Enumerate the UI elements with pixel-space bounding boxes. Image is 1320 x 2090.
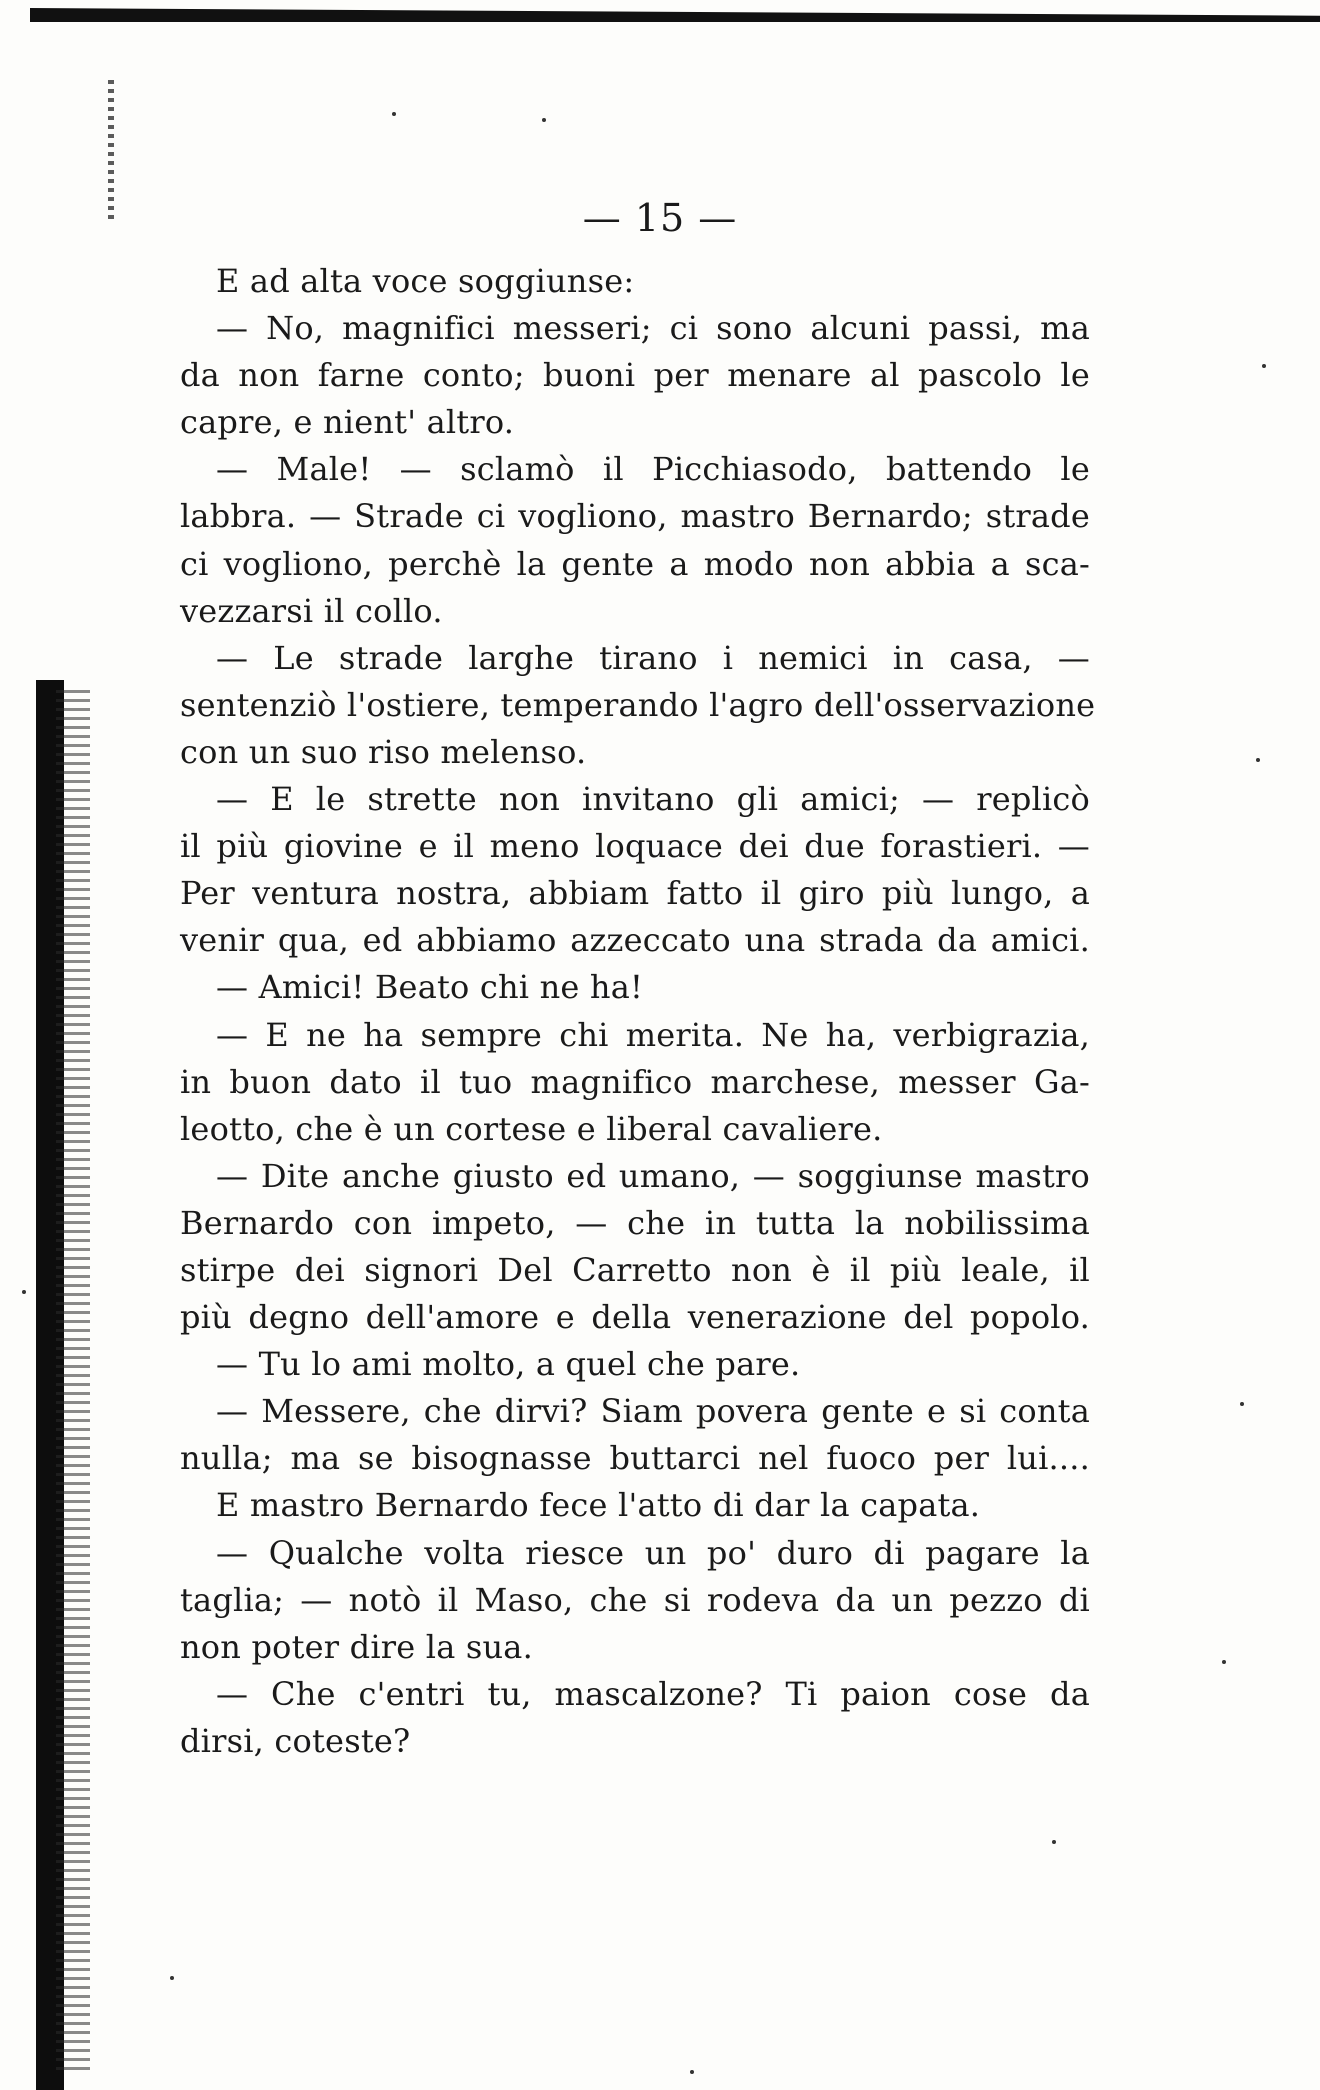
text-line: — Dite anche giusto ed umano, — soggiunse mastro [216,1156,1090,1195]
body-text [180,258,1096,1765]
text-line: — Amici! Beato chi ne ha! [216,968,644,1007]
page-number: — 15 — [582,196,738,240]
scan-speck [1222,1660,1226,1664]
text-line: più degno dell'amore e della venerazione del popolo. [180,1298,1090,1337]
scan-speck [690,2070,694,2074]
text-line: Bernardo con impeto, — che in tutta la nobilissima [180,1203,1090,1242]
text-line: vezzarsi il collo. [180,591,443,630]
scan-speck [170,1976,174,1980]
scan-speck [542,118,546,122]
text-line: in buon dato il tuo magnifico marchese, messer Ga- [180,1062,1090,1101]
scan-binding-edge [56,690,90,2070]
text-line: non poter dire la sua. [180,1627,533,1666]
text-line: — No, magnifici messeri; ci sono alcuni passi, ma [216,309,1090,348]
text-line: ci vogliono, perchè la gente a modo non abbia a sca- [180,544,1090,583]
text-line: — Che c'entri tu, mascalzone? Ti paion cose da [216,1674,1090,1713]
text-line: E mastro Bernardo fece l'atto di dar la capata. [216,1486,981,1525]
text-line: stirpe dei signori Del Carretto non è il più leale, il [180,1250,1090,1289]
scan-speck [1240,1402,1244,1406]
scan-speck [1052,1840,1056,1844]
text-line: Per ventura nostra, abbiam fatto il giro più lungo, a [180,874,1090,913]
text-line: taglia; — notò il Maso, che si rodeva da un pezzo di [180,1580,1090,1619]
text-line: — E le strette non invitano gli amici; — replicò [216,780,1090,819]
scan-top-edge [30,8,1320,22]
text-line: leotto, che è un cortese e liberal cavaliere. [180,1109,883,1148]
text-line: — Le strade larghe tirano i nemici in casa, — [216,638,1090,677]
text-line: venir qua, ed abbiamo azzeccato una strada da amici. [180,921,1090,960]
text-line: labbra. — Strade ci vogliono, mastro Bernardo; strade [180,497,1090,536]
text-line: — E ne ha sempre chi merita. Ne ha, verbigrazia, [216,1015,1090,1054]
scan-speck [1256,758,1260,762]
text-line: — Qualche volta riesce un po' duro di pagare la [216,1533,1090,1572]
scan-speck [1262,364,1266,368]
scan-speck [22,1290,26,1294]
text-line: — Messere, che dirvi? Siam povera gente e si conta [216,1392,1090,1431]
text-line: nulla; ma se bisognasse buttarci nel fuoco per lui.... [180,1439,1090,1478]
text-line: da non farne conto; buoni per menare al pascolo le [180,356,1090,395]
text-line: E ad alta voce soggiunse: [216,262,635,300]
text-line: il più giovine e il meno loquace dei due forastieri. — [180,827,1090,866]
text-line: — Tu lo ami molto, a quel che pare. [216,1345,801,1384]
text-line: dirsi, coteste? [180,1721,411,1760]
scan-speck [392,112,396,116]
text-line: con un suo riso melenso. [180,732,587,771]
text-line: sentenziò l'ostiere, temperando l'agro dell'osservazione [180,685,1096,724]
text-line: capre, e nient' altro. [180,403,515,442]
text-line: — Male! — sclamò il Picchiasodo, battendo le [216,450,1090,489]
